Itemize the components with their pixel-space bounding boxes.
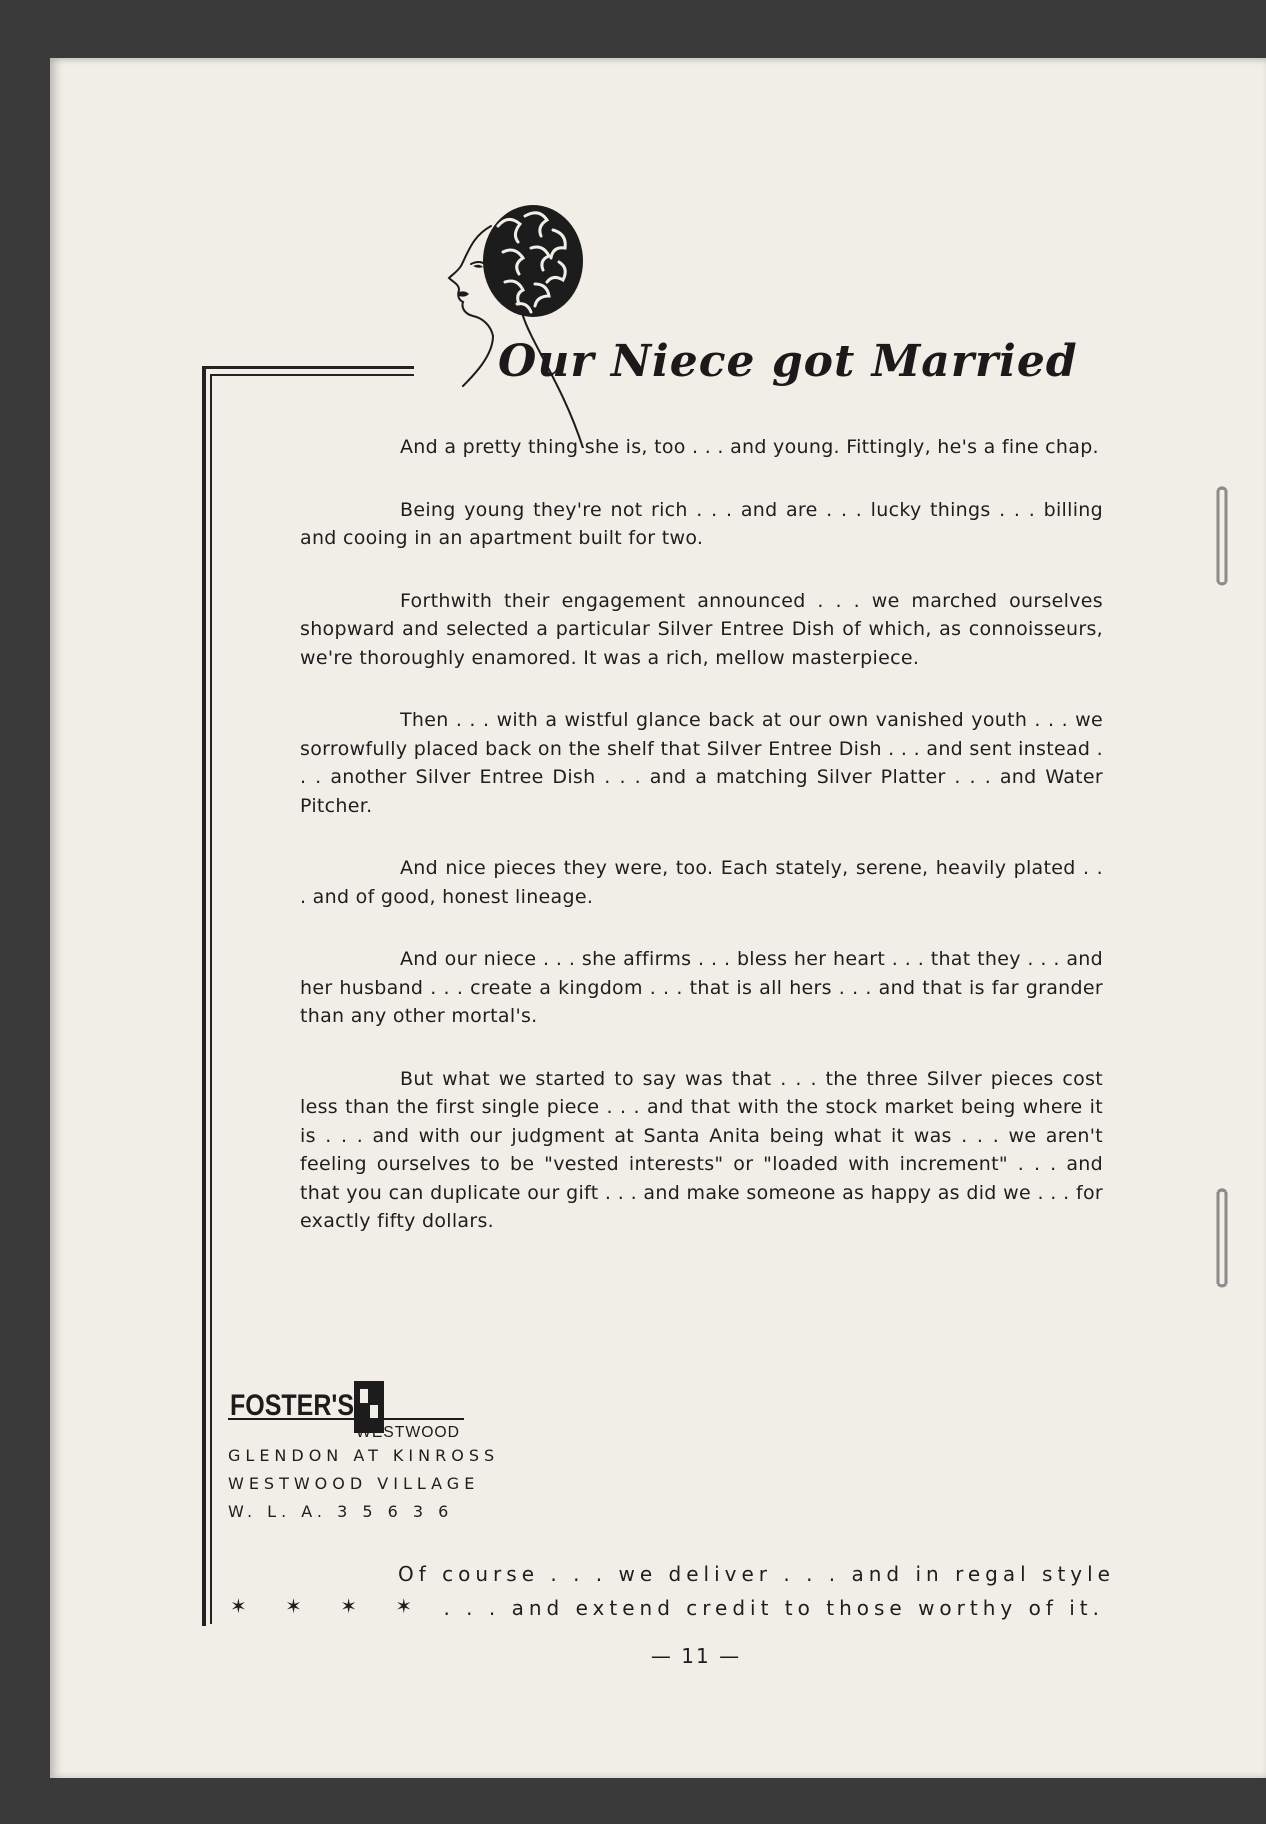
closing-line-2: . . . and extend credit to those worthy of it.	[443, 1596, 1104, 1620]
address-line: WESTWOOD VILLAGE	[228, 1474, 480, 1493]
border-rule-vertical	[202, 366, 206, 1626]
paragraph: But what we started to say was that . . . the three Silver pieces cost less than the first single piece . . . and that with the stock market being where it is . . . and with our judgment at Santa Anita being what it was . . . we aren't feeling ourselves to be "vested interests" or "loaded with increment" . . . and that you can duplicate our gift . . . and make someone as happy as did we . . . for exactly fifty dollars.	[300, 1067, 1103, 1232]
paragraph: Forthwith their engagement announced . . . we marched ourselves shopward and selected a particular Silver Entree Dish of which, as connoisseurs, we're thoroughly enamored. It was a rich, mellow masterpiece.	[300, 589, 1103, 669]
phone-line: W. L. A. 3 5 6 3 6	[228, 1502, 454, 1521]
body-copy	[300, 433, 1103, 1270]
brochure-page	[50, 58, 1266, 1778]
paragraph: Being young they're not rich . . . and are . . . lucky things . . . billing and cooing in an apartment built for two.	[300, 498, 1103, 549]
staple-icon	[1214, 486, 1230, 586]
address-line: GLENDON AT KINROSS	[228, 1446, 500, 1465]
paragraph: Then . . . with a wistful glance back at our own vanished youth . . . we sorrowfully placed back on the shelf that Silver Entree Dish . . . and sent instead . . . another Silver Entree Dish . . . and a matching Silver Platter . . . and Water Pitcher.	[300, 709, 1103, 817]
paragraph: And our niece . . . she affirms . . . bless her heart . . . that they . . . and her husband . . . create a kingdom . . . that is all hers . . . and that is far grander than any other mortal's.	[300, 948, 1103, 1027]
star-ornaments: ✶ ✶ ✶ ✶	[230, 1594, 429, 1618]
border-rule-horizontal	[202, 366, 414, 369]
store-address	[228, 1442, 500, 1526]
paragraph: And a pretty thing she is, too . . . and young. Fittingly, he's a fine chap.	[400, 436, 1099, 458]
page-title: Our Niece got Married	[498, 336, 1078, 387]
fosters-westwood-logo	[228, 1343, 468, 1443]
border-rule-vertical-inner	[210, 374, 212, 1624]
page-number: — 11 —	[650, 1644, 742, 1668]
logo-name: FOSTER'S	[230, 1389, 354, 1422]
closing-line-1: Of course . . . we deliver . . . and in regal style	[398, 1562, 1115, 1586]
logo-location: WESTWOOD	[356, 1424, 460, 1441]
staple-icon	[1214, 1188, 1230, 1288]
paragraph: And nice pieces they were, too. Each stately, serene, heavily plated . . . and of good, honest lineage.	[300, 857, 1103, 908]
woman-portrait-illustration	[413, 186, 663, 448]
border-rule-horizontal-inner	[210, 374, 414, 376]
